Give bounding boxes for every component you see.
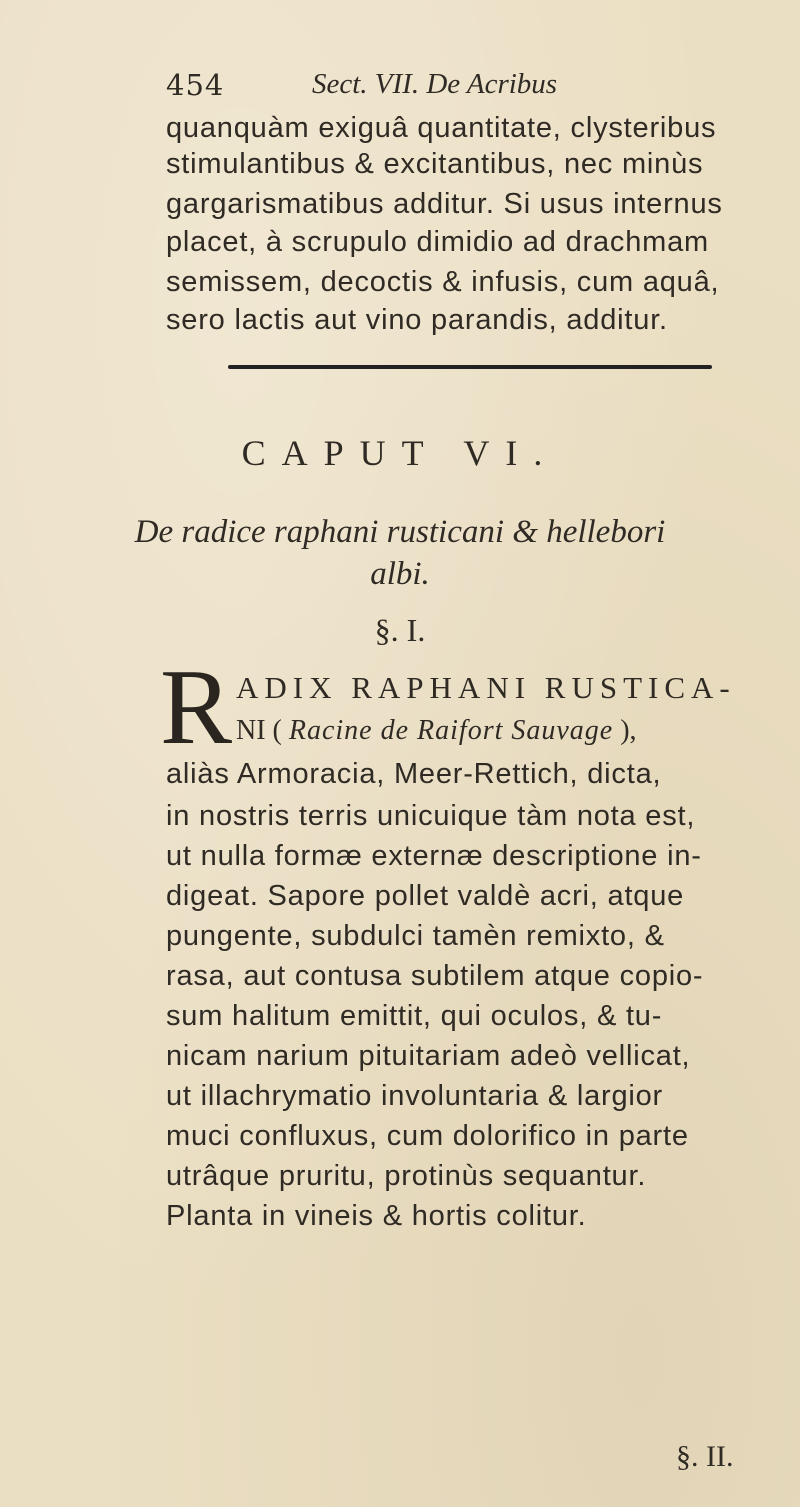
- running-title: Sect. VII. De Acribus: [312, 68, 558, 100]
- text-line: sum halitum emittit, qui oculos, & tu-: [166, 1000, 663, 1032]
- page-number: 454: [166, 68, 225, 102]
- second-line-prefix: NI (: [236, 715, 282, 746]
- text-line: muci confluxus, cum dolorifico in parte: [166, 1120, 689, 1152]
- section-mark: §. I.: [374, 612, 426, 648]
- text-line: placet, à scrupulo dimidio ad drachmam: [166, 226, 709, 258]
- text-line: stimulantibus & excitantibus, nec minùs: [166, 148, 704, 180]
- horizontal-rule: [228, 365, 712, 369]
- text-line: rasa, aut contusa subtilem atque copio-: [166, 960, 704, 992]
- text-line: utrâque pruritu, protinùs sequantur.: [166, 1160, 647, 1192]
- text-line: aliàs Armoracia, Meer-Rettich, dicta,: [166, 758, 662, 790]
- second-line-suffix: ),: [620, 715, 637, 746]
- chapter-subtitle-continued: albi.: [370, 556, 430, 592]
- text-line: nicam narium pituitariam adeò vellicat,: [166, 1040, 691, 1072]
- catchword: §. II.: [676, 1440, 734, 1473]
- text-line: in nostris terris unicuique tàm nota est,: [166, 800, 696, 832]
- text-line: pungente, subdulci tamèn remixto, &: [166, 920, 665, 952]
- chapter-subtitle: De radice raphani rusticani & hellebori: [134, 514, 666, 550]
- text-line: sero lactis aut vino parandis, additur.: [166, 304, 668, 336]
- text-line: quanquàm exiguâ quantitate, clysteribus: [166, 112, 717, 144]
- running-head: [166, 68, 766, 104]
- text-line: Planta in vineis & hortis colitur.: [166, 1200, 587, 1232]
- text-line: ut nulla formæ externæ descriptione in-: [166, 840, 702, 872]
- text-line: semissem, decoctis & infusis, cum aquâ,: [166, 266, 720, 298]
- opening-line: ADIX RAPHANI RUSTICA-: [236, 670, 736, 705]
- text-line: gargarismatibus additur. Si usus internus: [166, 188, 723, 220]
- text-line: digeat. Sapore pollet valdè acri, atque: [166, 880, 685, 912]
- text-line: ut illachrymatio involuntaria & largior: [166, 1080, 664, 1112]
- french-name: Racine de Raifort Sauvage: [288, 715, 614, 746]
- second-line: [236, 715, 637, 747]
- drop-cap: R: [160, 648, 233, 767]
- chapter-heading: CAPUT VI.: [241, 433, 559, 473]
